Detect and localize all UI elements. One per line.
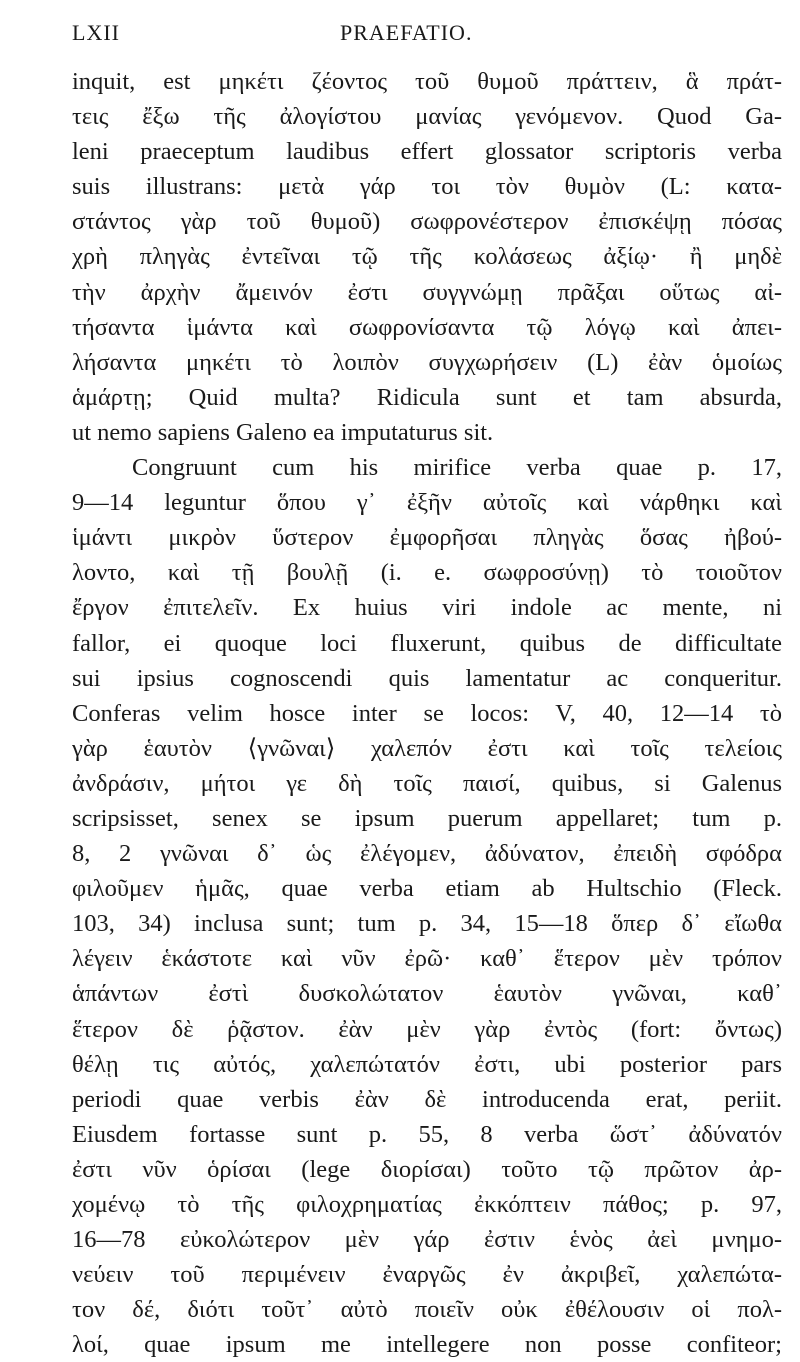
text-line: ἱμάντι μικρὸν ὕστερον ἐμφορῆσαι πληγὰς ὅσας ἠβού- (72, 524, 782, 552)
text-line: 8, 2 γνῶναι δ᾽ ὡς ἐλέγομεν, ἀδύνατον, ἐπειδὴ σφόδρα (72, 840, 782, 868)
text-line: φιλοῦμεν ἡμᾶς, quae verba etiam ab Hultschio (Fleck. (72, 875, 782, 903)
text-line: χρὴ πληγὰς ἐντεῖναι τῷ τῆς κολάσεως ἀξίῳ· ἢ μηδὲ (72, 243, 782, 271)
body-text (72, 64, 782, 1362)
text-line: λέγειν ἑκάστοτε καὶ νῦν ἐρῶ· καθ᾽ ἕτερον μὲν τρόπον (72, 945, 782, 973)
running-title: PRAEFATIO. (340, 20, 473, 45)
text-line: periodi quae verbis ἐὰν δὲ introducenda erat, periit. (72, 1085, 782, 1113)
text-line: Eiusdem fortasse sunt p. 55, 8 verba ὥστ᾽ ἀδύνατόν (72, 1120, 782, 1148)
text-line: λοί, quae ipsum me intellegere non posse confiteor; (72, 1331, 782, 1359)
text-line: στάντος γὰρ τοῦ θυμοῦ) σωφρονέστερον ἐπισκέψῃ πόσας (72, 208, 782, 236)
running-head (72, 20, 772, 52)
text-line: ἀνδράσιν, μήτοι γε δὴ τοῖς παισί, quibus, si Galenus (72, 769, 782, 797)
text-line: sui ipsius cognoscendi quis lamentatur ac conqueritur. (72, 664, 782, 692)
text-line: Congruunt cum his mirifice verba quae p. 17, (132, 454, 782, 482)
text-line: ἕτερον δὲ ῥᾷστον. ἐὰν μὲν γὰρ ἐντὸς (fort: ὄντως) (72, 1015, 782, 1043)
text-line: ἔργον ἐπιτελεῖν. Ex huius viri indole ac mente, ni (72, 594, 782, 622)
text-line: inquit, est μηκέτι ζέοντος τοῦ θυμοῦ πράττειν, ἃ πράτ- (72, 68, 782, 95)
text-line: Conferas velim hosce inter se locos: V, 40, 12—14 τὸ (72, 699, 782, 727)
text-line: ἁπάντων ἐστὶ δυσκολώτατον ἑαυτὸν γνῶναι, καθ᾽ (72, 980, 782, 1008)
text-line: 103, 34) inclusa sunt; tum p. 34, 15—18 ὅπερ δ᾽ εἴωθα (72, 910, 782, 938)
text-line: χομένῳ τὸ τῆς φιλοχρηματίας ἐκκόπτειν πάθος; p. 97, (72, 1191, 782, 1218)
text-line: τεις ἔξω τῆς ἀλογίστου μανίας γενόμενον. Quod Ga- (72, 103, 782, 131)
text-line: τήσαντα ἱμάντα καὶ σωφρονίσαντα τῷ λόγῳ καὶ ἀπει- (72, 313, 782, 341)
text-line: fallor, ei quoque loci fluxerunt, quibus de difficultate (72, 629, 782, 657)
text-line: 9—14 leguntur ὅπου γ᾽ ἐξῆν αὐτοῖς καὶ νάρθηκι καὶ (72, 489, 782, 517)
page-number: LXII (72, 20, 120, 45)
text-line: ἐστι νῦν ὁρίσαι (lege διορίσαι) τοῦτο τῷ πρῶτον ἀρ- (72, 1155, 782, 1183)
text-line: τον δέ, διότι τοῦτ᾽ αὐτὸ ποιεῖν οὐκ ἐθέλουσιν οἱ πολ- (72, 1296, 782, 1324)
text-line: scripsisset, senex se ipsum puerum appellaret; tum p. (72, 804, 782, 832)
text-line: suis illustrans: μετὰ γάρ τοι τὸν θυμὸν (L: κατα- (72, 173, 782, 201)
text-line: λοντο, καὶ τῇ βουλῇ (i. e. σωφροσύνῃ) τὸ τοιοῦτον (72, 559, 782, 587)
text-line: ἁμάρτῃ; Quid multa? Ridicula sunt et tam absurda, (72, 383, 782, 411)
text-line: νεύειν τοῦ περιμένειν ἐναργῶς ἐν ἀκριβεῖ, χαλεπώτα- (72, 1261, 782, 1289)
text-line: τὴν ἀρχὴν ἄμεινόν ἐστι συγγνώμῃ πρᾶξαι οὕτως αἰ- (72, 278, 782, 306)
text-line: leni praeceptum laudibus effert glossator scriptoris verba (72, 138, 782, 166)
text-line: θέλῃ τις αὐτός, χαλεπώτατόν ἐστι, ubi posterior pars (72, 1050, 782, 1078)
text-line: λήσαντα μηκέτι τὸ λοιπὸν συγχωρήσειν (L) ἐὰν ὁμοίως (72, 348, 782, 376)
text-line: 16—78 εὐκολώτερον μὲν γάρ ἐστιν ἑνὸς ἀεὶ μνημο- (72, 1226, 782, 1254)
text-line: γὰρ ἑαυτὸν ⟨γνῶναι⟩ χαλεπόν ἐστι καὶ τοῖς τελείοις (72, 734, 782, 762)
text-line: ut nemo sapiens Galeno ea imputaturus sit. (72, 418, 494, 446)
